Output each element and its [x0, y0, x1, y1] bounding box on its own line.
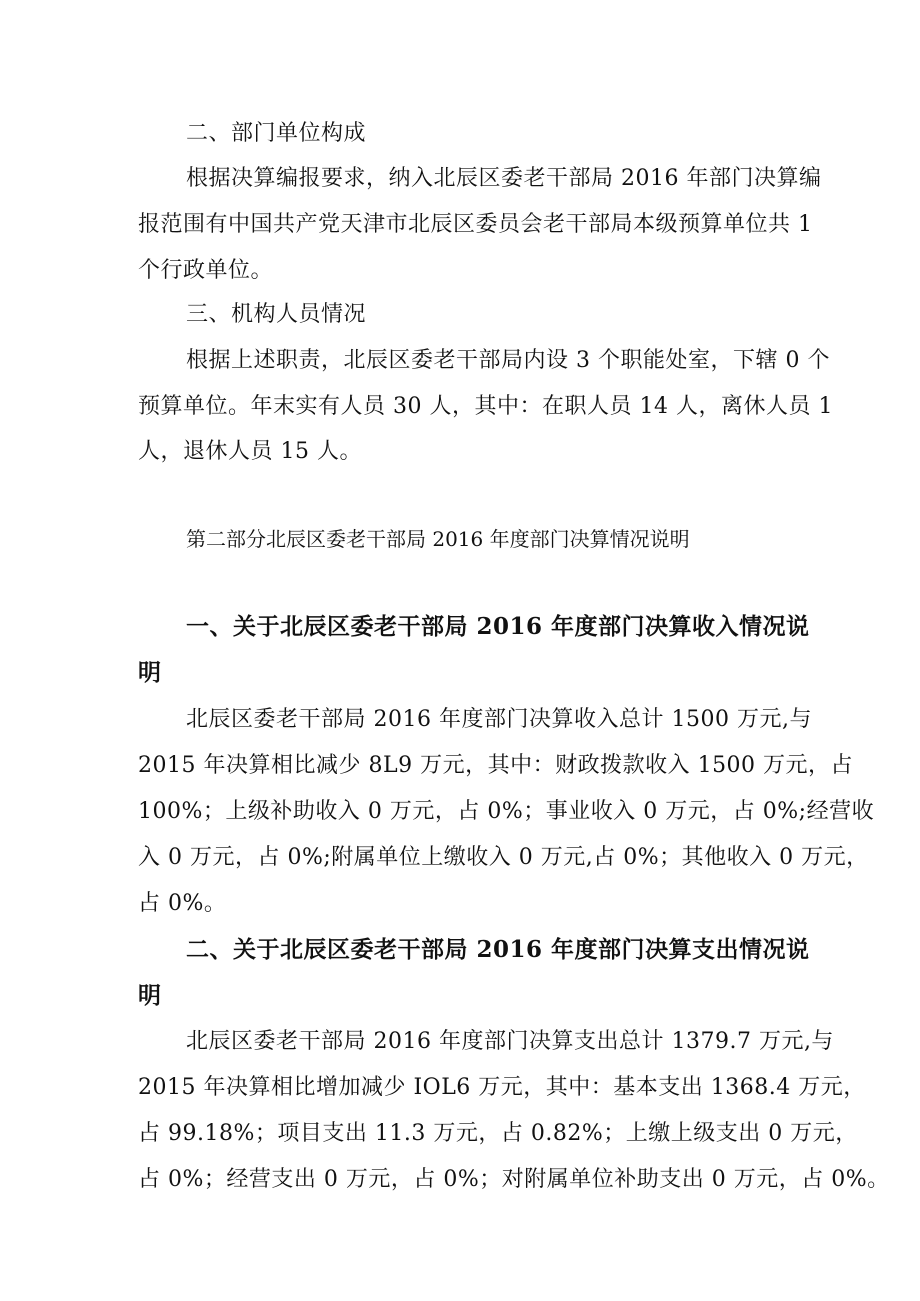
paragraph-line: 根据上述职责，北辰区委老干部局内设 3 个职能处室，下辖 0 个 [186, 348, 830, 373]
paragraph-line: 个行政单位。 [138, 258, 274, 283]
paragraph-line: 占 99.18%；项目支出 11.3 万元，占 0.82%；上缴上级支出 0 万元， [138, 1121, 858, 1146]
paragraph-line: 占 0%。 [138, 891, 227, 916]
part-two-title: 第二部分北辰区委老干部局 2016 年度部门决算情况说明 [186, 527, 690, 551]
paragraph-line: 报范围有中国共产党天津市北辰区委员会老干部局本级预算单位共 1 [138, 212, 813, 237]
section-heading-staff-situation: 三、机构人员情况 [186, 302, 367, 327]
section-heading-expenditure: 二、关于北辰区委老干部局 2016 年度部门决算支出情况说 [186, 936, 810, 963]
section-heading-expenditure-cont: 明 [138, 982, 162, 1009]
paragraph-line: 预算单位。年末实有人员 30 人，其中：在职人员 14 人，离休人员 1 [138, 394, 833, 419]
paragraph-line: 根据决算编报要求，纳入北辰区委老干部局 2016 年部门决算编 [186, 166, 822, 191]
paragraph-line: 2015 年决算相比增加减少 IOL6 万元，其中：基本支出 1368.4 万元， [138, 1075, 866, 1100]
paragraph-line: 北辰区委老干部局 2016 年度部门决算收入总计 1500 万元,与 [186, 707, 812, 732]
paragraph-line: 占 0%；经营支出 0 万元，占 0%；对附属单位补助支出 0 万元，占 0%。 [138, 1167, 890, 1192]
section-heading-unit-composition: 二、部门单位构成 [186, 121, 367, 146]
paragraph-line: 人，退休人员 15 人。 [138, 439, 362, 464]
section-heading-income-cont: 明 [138, 659, 162, 686]
paragraph-line: 北辰区委老干部局 2016 年度部门决算支出总计 1379.7 万元,与 [186, 1029, 834, 1054]
paragraph-line: 入 0 万元，占 0%;附属单位上缴收入 0 万元,占 0%；其他收入 0 万元， [138, 845, 869, 870]
paragraph-line: 2015 年决算相比减少 8L9 万元，其中：财政拨款收入 1500 万元，占 [138, 753, 854, 778]
paragraph-line: 100%；上级补助收入 0 万元，占 0%；事业收入 0 万元，占 0%;经营收 [138, 799, 875, 824]
section-heading-income: 一、关于北辰区委老干部局 2016 年度部门决算收入情况说 [186, 613, 810, 640]
